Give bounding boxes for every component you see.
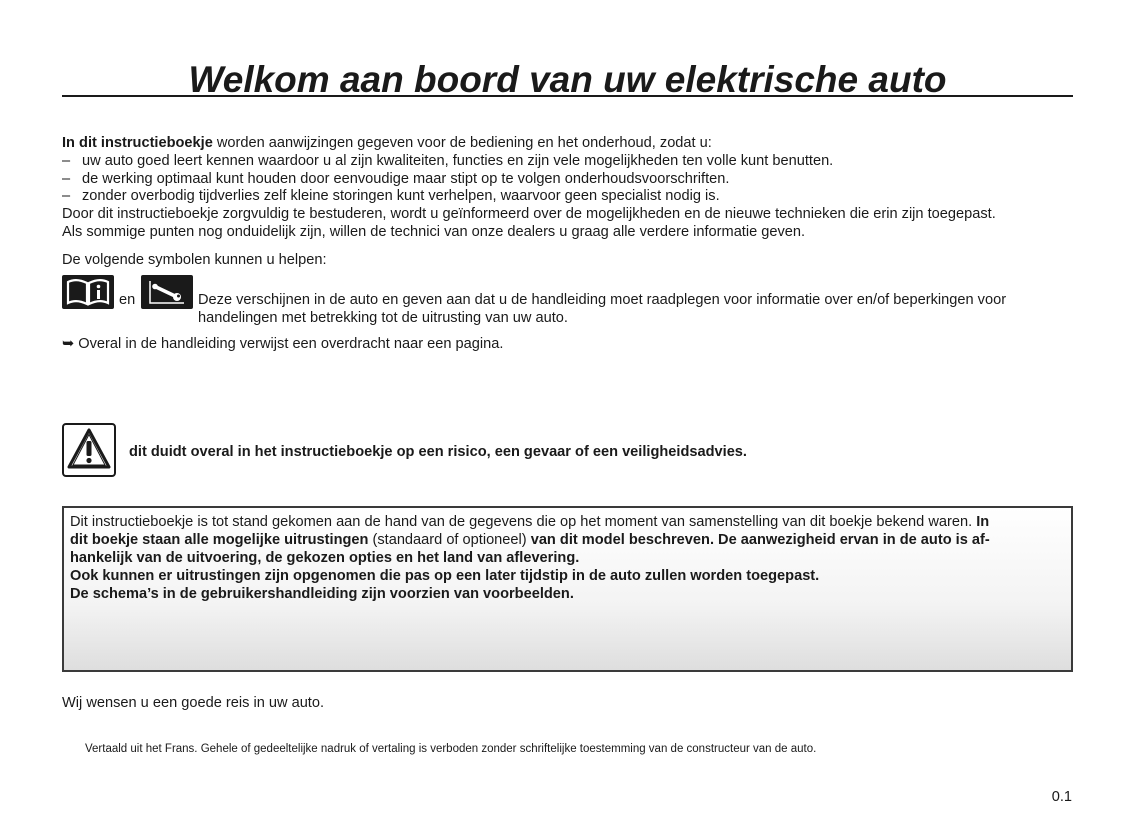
notice-box	[62, 506, 1073, 672]
intro-section	[62, 135, 1077, 242]
notice-text: Dit instructieboekje is tot stand gekomen aan de hand van de gegevens die op het moment van samenstelling van dit boekje bekend waren.	[70, 514, 977, 530]
list-item-text: zonder overbodig tijdverlies zelf kleine storingen kunt verhelpen, waarvoor geen specialist nodig is.	[82, 188, 720, 205]
list-dash: –	[62, 152, 71, 169]
notice-bold-text: hankelijk van de uitvoering, de gekozen opties en het land van aflevering.	[70, 550, 580, 566]
notice-bold-text: van dit model beschreven. De aanwezigheid ervan in de auto is af-	[530, 532, 990, 548]
list-item-text: de werking optimaal kunt houden door eenvoudige maar stipt op te volgen onderhoudsvoorschriften.	[82, 170, 730, 187]
list-dash: –	[62, 170, 71, 187]
list-dash: –	[62, 188, 71, 205]
list-item	[62, 153, 1077, 171]
notice-text: (standaard of optioneel)	[368, 532, 531, 548]
symbols-intro: De volgende symbolen kunnen u helpen:	[62, 252, 327, 268]
notice-line	[70, 513, 1065, 531]
intro-lead-rest: worden aanwijzingen gegeven voor de bediening en het onderhoud, zodat u:	[212, 135, 712, 151]
intro-lead	[62, 135, 1077, 153]
notice-line	[70, 549, 1065, 567]
page-reference-arrow-icon: ➥	[62, 336, 75, 352]
list-item	[62, 188, 1077, 206]
closing-text: Wij wensen u een goede reis in uw auto.	[62, 695, 325, 711]
title-underline	[62, 95, 1073, 97]
translation-footnote: Vertaald uit het Frans. Gehele of gedeeltelijke nadruk of vertaling is verboden zonder schriftelijke toestemming van de constructeur van de auto.	[85, 743, 817, 755]
symbols-connector: en	[119, 292, 136, 308]
notice-line	[70, 567, 1065, 585]
notice-bold-text: dit boekje staan alle mogelijke uitrustingen	[70, 532, 369, 548]
page-reference-text: Overal in de handleiding verwijst een overdracht naar een pagina.	[74, 336, 504, 352]
book-info-icon	[62, 275, 114, 309]
intro-paragraph: Als sommige punten nog onduidelijk zijn, willen de technici van onze dealers u graag alle verdere informatie geven.	[62, 223, 806, 240]
notice-bold-text: De schema’s in de gebruikershandleiding zijn voorzien van voorbeelden.	[70, 586, 574, 602]
warning-triangle-icon	[62, 423, 116, 477]
wrench-icon	[141, 275, 193, 309]
intro-paragraph: Door dit instructieboekje zorgvuldig te bestuderen, wordt u geïnformeerd over de mogelijkheden en de nieuwe technieken die erin zijn toegepast.	[62, 206, 996, 223]
notice-bold-text: In	[976, 514, 990, 530]
page-number: 0.1	[1051, 789, 1072, 805]
list-item-text: uw auto goed leert kennen waardoor u al zijn kwaliteiten, functies en zijn vele mogelijkheden ten volle kunt benutten.	[82, 152, 834, 169]
page-title: Welkom aan boord van uw elektrische auto	[188, 59, 947, 100]
symbols-description: Deze verschijnen in de auto en geven aan dat u de handleiding moet raadplegen voor informatie over en/of beperkingen voor handelingen met betrekking tot de uitrusting van uw auto.	[198, 292, 1007, 326]
notice-bold-text: Ook kunnen er uitrustingen zijn opgenomen die pas op een later tijdstip in de auto zullen worden toegepast.	[70, 568, 820, 584]
warning-text: dit duidt overal in het instructieboekje op een risico, een gevaar of een veiligheidsadvies.	[129, 444, 747, 460]
page-reference-note	[62, 335, 503, 353]
intro-lead-bold: In dit instructieboekje	[62, 135, 213, 151]
list-item	[62, 171, 1077, 189]
notice-line	[70, 531, 1065, 549]
notice-line	[70, 585, 1065, 603]
